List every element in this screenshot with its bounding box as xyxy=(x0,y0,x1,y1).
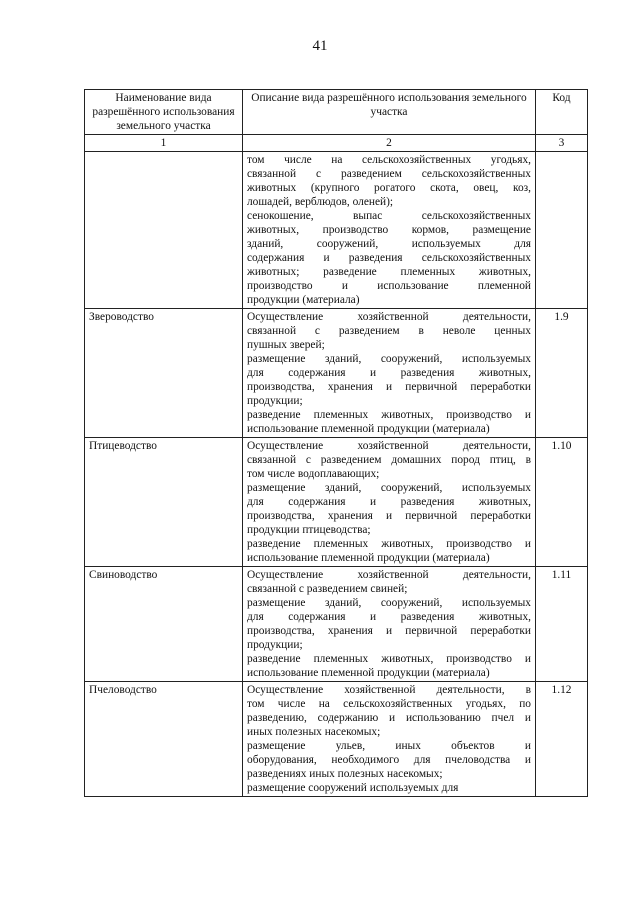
description-line: разведение племенных животных, производство и xyxy=(247,653,531,665)
header-description: Описание вида разрешённого использования земельного участка xyxy=(243,90,536,135)
land-use-name: Свиноводство xyxy=(85,567,243,682)
table-row xyxy=(85,152,588,309)
description-line: сенокошение, выпас сельскохозяйственных xyxy=(247,210,531,222)
description-line: Осуществление хозяйственной деятельности, xyxy=(247,440,531,452)
description-line: Осуществление хозяйственной деятельности, xyxy=(247,311,531,323)
header-name: Наименование вида разрешённого использования земельного участка xyxy=(85,90,243,135)
land-use-description xyxy=(243,438,536,567)
description-line: для содержания и разведения животных, xyxy=(247,611,531,623)
header-code: Код xyxy=(536,90,588,135)
description-line: иных полезных насекомых; xyxy=(247,726,381,738)
description-line: разведениях иных полезных насекомых; xyxy=(247,768,443,780)
description-line: размещение ульев, иных объектов и xyxy=(247,740,531,752)
land-use-description xyxy=(243,309,536,438)
description-line: производства, хранения и первичной переработки xyxy=(247,381,531,393)
description-line: связанной с разведением в неволе ценных xyxy=(247,325,531,337)
land-use-name: Звероводство xyxy=(85,309,243,438)
land-use-name xyxy=(85,152,243,309)
description-line: разведение племенных животных, производство и xyxy=(247,538,531,550)
description-line: для содержания и разведения животных, xyxy=(247,496,531,508)
description-line: содержания и разведения сельскохозяйственных xyxy=(247,252,531,264)
land-use-description xyxy=(243,682,536,797)
land-use-table xyxy=(84,89,588,797)
description-line: том числе на сельскохозяйственных угодьях, по xyxy=(247,698,531,710)
description-line: продукции; xyxy=(247,395,303,407)
page-number: 41 xyxy=(312,38,328,54)
column-number: 1 xyxy=(85,135,243,152)
description-line: связанной с разведением домашних пород птиц, в xyxy=(247,454,531,466)
description-line: размещение зданий, сооружений, используемых xyxy=(247,353,531,365)
table-body xyxy=(85,152,588,797)
description-line: животных; разведение племенных животных, xyxy=(247,266,531,278)
description-line: связанной с разведением сельскохозяйственных xyxy=(247,168,531,180)
description-line: том числе водоплавающих; xyxy=(247,468,380,480)
table-row xyxy=(85,682,588,797)
description-line: размещение зданий, сооружений, используемых xyxy=(247,597,531,609)
description-line: том числе на сельскохозяйственных угодьях, xyxy=(247,154,531,166)
description-line: производство и использование племенной xyxy=(247,280,531,292)
column-number-row xyxy=(85,135,588,152)
table-row xyxy=(85,309,588,438)
description-line: продукции птицеводства; xyxy=(247,524,371,536)
description-line: размещение сооружений используемых для xyxy=(247,782,459,794)
description-line: производства, хранения и первичной переработки xyxy=(247,625,531,637)
description-line: Осуществление хозяйственной деятельности, в xyxy=(247,684,531,696)
description-line: пушных зверей; xyxy=(247,339,325,351)
description-line: связанной с разведением свиней; xyxy=(247,583,408,595)
description-line: животных (крупного рогатого скота, овец, коз, xyxy=(247,182,531,194)
description-line: оборудования, необходимого для пчеловодства и xyxy=(247,754,531,766)
land-use-name: Птицеводство xyxy=(85,438,243,567)
description-line: лошадей, верблюдов, оленей); xyxy=(247,196,394,208)
description-line: использование племенной продукции (материала) xyxy=(247,552,490,564)
description-line: продукции; xyxy=(247,639,303,651)
description-line: использование племенной продукции (материала) xyxy=(247,423,490,435)
land-use-code: 1.9 xyxy=(536,309,588,438)
description-line: разведению, содержанию и использованию пчел и xyxy=(247,712,531,724)
land-use-name: Пчеловодство xyxy=(85,682,243,797)
description-line: зданий, сооружений, используемых для xyxy=(247,238,531,250)
land-use-code: 1.10 xyxy=(536,438,588,567)
land-use-code xyxy=(536,152,588,309)
description-line: разведение племенных животных, производство и xyxy=(247,409,531,421)
land-use-description xyxy=(243,567,536,682)
description-line: производства, хранения и первичной переработки xyxy=(247,510,531,522)
description-line: животных, производство кормов, размещение xyxy=(247,224,531,236)
description-line: Осуществление хозяйственной деятельности, xyxy=(247,569,531,581)
land-use-code: 1.11 xyxy=(536,567,588,682)
land-use-code: 1.12 xyxy=(536,682,588,797)
description-line: размещение зданий, сооружений, используемых xyxy=(247,482,531,494)
table-header-row xyxy=(85,90,588,135)
column-number: 2 xyxy=(243,135,536,152)
land-use-description xyxy=(243,152,536,309)
description-line: для содержания и разведения животных, xyxy=(247,367,531,379)
table-row xyxy=(85,438,588,567)
table-row xyxy=(85,567,588,682)
description-line: использование племенной продукции (материала) xyxy=(247,667,490,679)
column-number: 3 xyxy=(536,135,588,152)
description-line: продукции (материала) xyxy=(247,294,360,306)
